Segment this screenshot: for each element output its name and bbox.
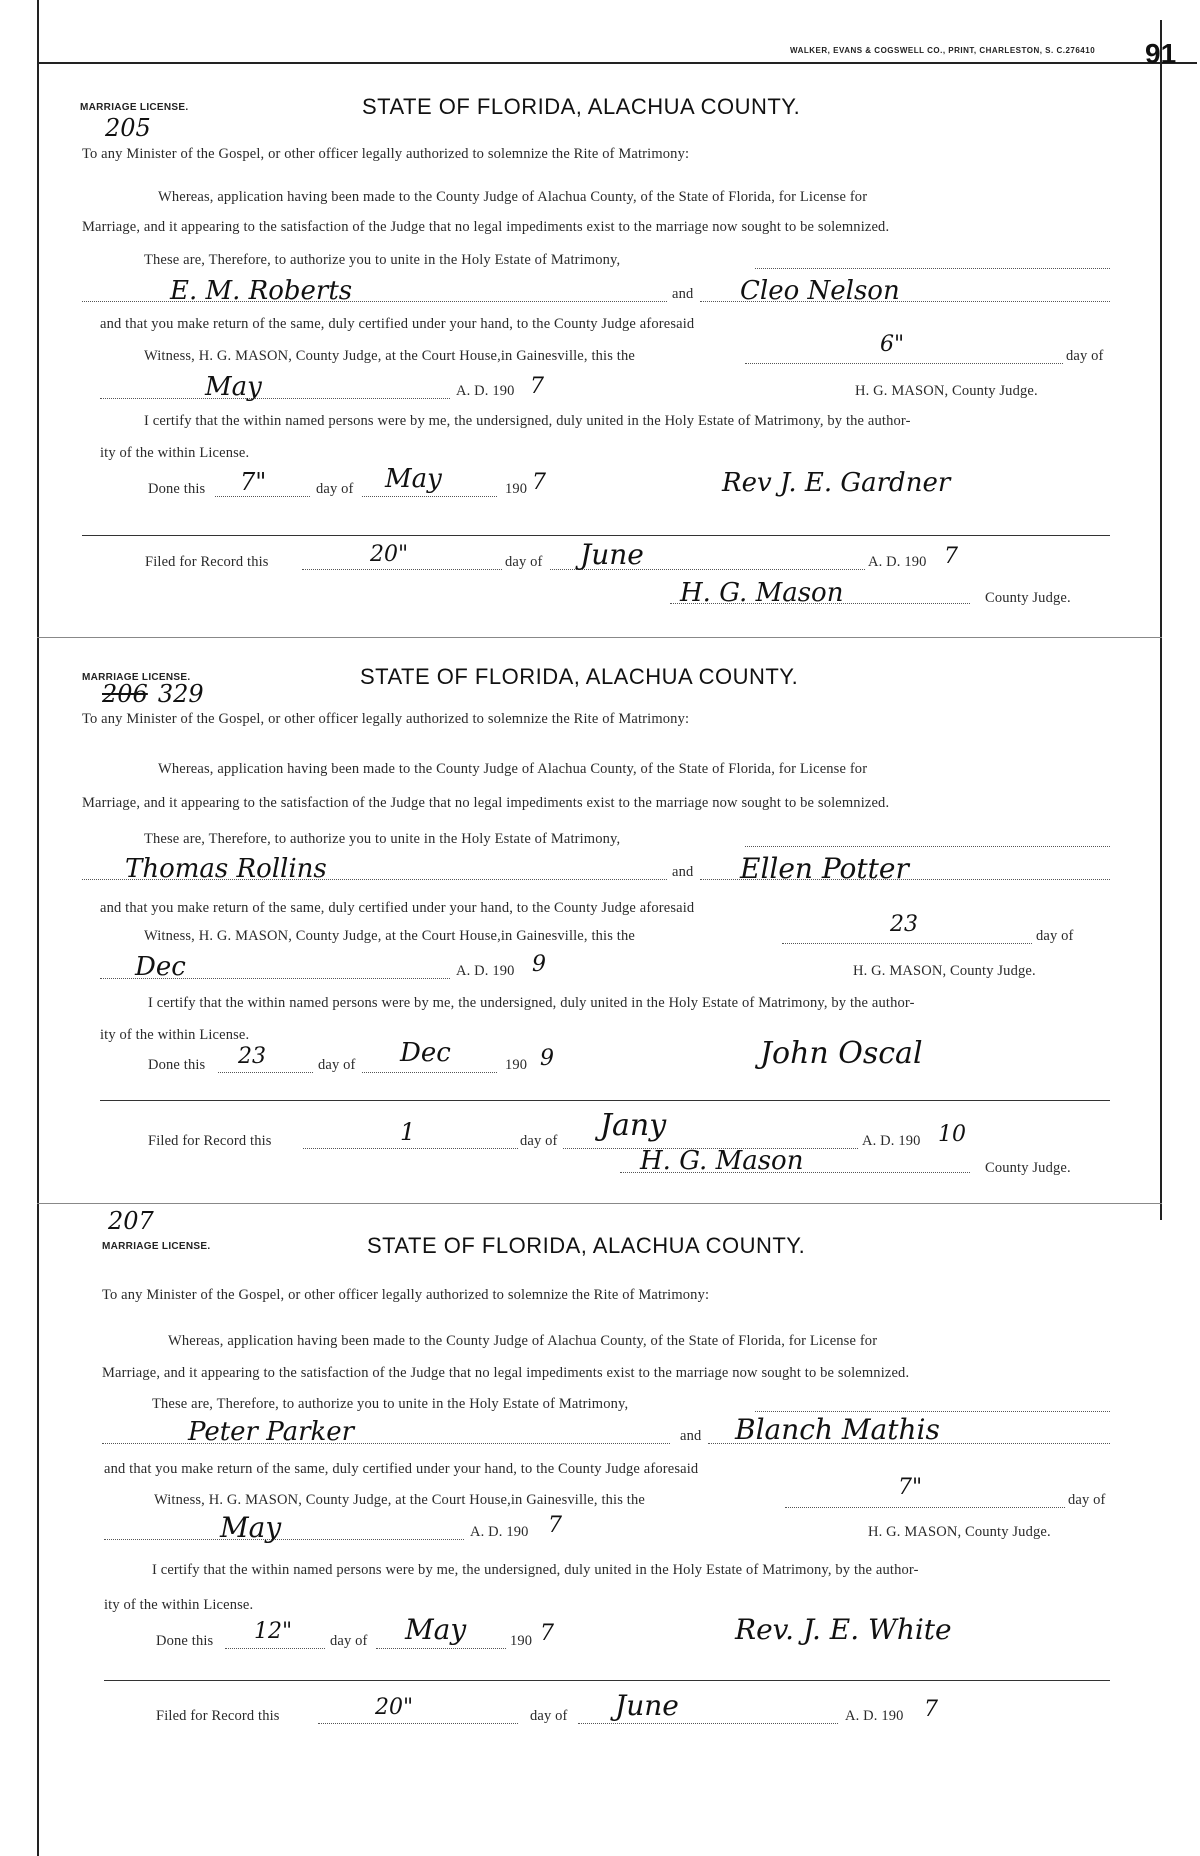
done-day: 12" — [254, 1619, 293, 1644]
done-this-label: Done this — [148, 1057, 206, 1073]
license-number: 205 — [105, 114, 151, 142]
filed-day-of: day of — [530, 1708, 568, 1724]
bride-name: Blanch Mathis — [735, 1413, 940, 1446]
done-year-prefix: 190 — [505, 1057, 528, 1073]
done-this-label: Done this — [148, 481, 206, 497]
done-day-of: day of — [316, 481, 354, 497]
filed-year: 10 — [938, 1122, 966, 1147]
county-judge-label: County Judge. — [985, 590, 1071, 606]
witness-month: Dec — [135, 952, 186, 982]
state-title: STATE OF FLORIDA, ALACHUA COUNTY. — [367, 1233, 806, 1258]
filed-label: Filed for Record this — [145, 554, 269, 570]
whereas-line-1: Whereas, application having been made to the County Judge of Alachua County, of the State of Florida, for License for — [158, 189, 868, 205]
county-judge-signature-line: H. G. MASON, County Judge. — [855, 383, 1038, 399]
return-line: and that you make return of the same, duly certified under your hand, to the County Judge aforesaid — [104, 1461, 699, 1477]
certify-line-2: ity of the within License. — [100, 1027, 250, 1043]
salutation: To any Minister of the Gospel, or other officer legally authorized to solemnize the Rite of Matrimony: — [102, 1287, 710, 1303]
county-judge-signature-line: H. G. MASON, County Judge. — [853, 963, 1036, 979]
done-day-of: day of — [318, 1057, 356, 1073]
county-judge-signature-line: H. G. MASON, County Judge. — [868, 1524, 1051, 1540]
day-of: day of — [1066, 348, 1104, 364]
marriage-license-label: MARRIAGE LICENSE. — [80, 102, 189, 113]
certify-line-1: I certify that the within named persons were by me, the undersigned, duly united in the Holy Estate of Matrimony, by the author- — [152, 1562, 919, 1578]
certify-line-2: ity of the within License. — [104, 1597, 254, 1613]
filed-day: 1 — [400, 1118, 416, 1146]
filed-day: 20" — [375, 1695, 414, 1720]
whereas-line-1: Whereas, application having been made to the County Judge of Alachua County, of the State of Florida, for License for — [168, 1333, 878, 1349]
bride-name: Cleo Nelson — [740, 276, 900, 306]
marriage-license-label: MARRIAGE LICENSE. — [82, 672, 191, 683]
marriage-license-label: MARRIAGE LICENSE. — [102, 1241, 211, 1252]
struck-license-number: 206 — [102, 680, 148, 708]
witness-day: 7" — [898, 1475, 923, 1500]
whereas-line-2: Marriage, and it appearing to the satisfaction of the Judge that no legal impediments exist to the marriage now sought to be solemnized. — [102, 1365, 910, 1381]
groom-name: Thomas Rollins — [125, 854, 327, 884]
and-word: and — [672, 864, 694, 880]
top-header-rule — [37, 62, 1197, 64]
witness-year: 7 — [530, 374, 544, 399]
record-divider-2 — [37, 1203, 1162, 1204]
day-of: day of — [1036, 928, 1074, 944]
filed-ad-label: A. D. 190 — [862, 1133, 921, 1149]
done-month: May — [385, 464, 442, 494]
filed-label: Filed for Record this — [148, 1133, 272, 1149]
witness-day: 23 — [890, 912, 918, 937]
return-line: and that you make return of the same, duly certified under your hand, to the County Judge aforesaid — [100, 900, 695, 916]
license-number: 206 329 — [102, 680, 204, 708]
witness-line: Witness, H. G. MASON, County Judge, at the Court House,in Gainesville, this the — [144, 928, 635, 944]
day-of: day of — [1068, 1492, 1106, 1508]
witness-month: May — [220, 1511, 282, 1544]
witness-year: 9 — [532, 952, 546, 977]
clerk-signature: H. G. Mason — [640, 1146, 804, 1176]
page-number: 91 — [1145, 38, 1177, 69]
done-day: 23 — [238, 1044, 266, 1069]
done-day-of: day of — [330, 1633, 368, 1649]
filed-month: June — [615, 1689, 679, 1722]
state-title: STATE OF FLORIDA, ALACHUA COUNTY. — [360, 664, 799, 689]
county-judge-label: County Judge. — [985, 1160, 1071, 1176]
witness-day: 6" — [880, 332, 905, 357]
right-margin-rule — [1160, 20, 1162, 1220]
therefore-line: These are, Therefore, to authorize you to unite in the Holy Estate of Matrimony, — [152, 1396, 629, 1412]
filed-label: Filed for Record this — [156, 1708, 280, 1724]
filed-year: 7 — [944, 544, 958, 569]
state-title: STATE OF FLORIDA, ALACHUA COUNTY. — [362, 94, 801, 119]
clerk-signature: H. G. Mason — [680, 578, 844, 608]
salutation: To any Minister of the Gospel, or other officer legally authorized to solemnize the Rite of Matrimony: — [82, 711, 690, 727]
left-margin-rule — [37, 0, 39, 1856]
certify-line-2: ity of the within License. — [100, 445, 250, 461]
bride-name: Ellen Potter — [740, 852, 909, 885]
officiant-signature: John Oscal — [760, 1036, 923, 1071]
filed-year: 7 — [924, 1697, 938, 1722]
filed-ad-label: A. D. 190 — [868, 554, 927, 570]
printer-imprint: WALKER, EVANS & COGSWELL CO., PRINT, CHARLESTON, S. C.276410 — [790, 46, 1096, 55]
done-year-prefix: 190 — [510, 1633, 533, 1649]
whereas-line-1: Whereas, application having been made to the County Judge of Alachua County, of the State of Florida, for License for — [158, 761, 868, 777]
officiant-signature: Rev. J. E. White — [735, 1613, 952, 1646]
filed-month: June — [580, 538, 644, 571]
return-line: and that you make return of the same, duly certified under your hand, to the County Judge aforesaid — [100, 316, 695, 332]
license-number: 207 — [108, 1207, 154, 1235]
filed-day-of: day of — [505, 554, 543, 570]
witness-line: Witness, H. G. MASON, County Judge, at the Court House,in Gainesville, this the — [144, 348, 635, 364]
ad-label: A. D. 190 — [456, 383, 515, 399]
done-month: May — [405, 1613, 467, 1646]
ad-label: A. D. 190 — [456, 963, 515, 979]
salutation: To any Minister of the Gospel, or other officer legally authorized to solemnize the Rite of Matrimony: — [82, 146, 690, 162]
witness-month: May — [205, 372, 262, 402]
witness-line: Witness, H. G. MASON, County Judge, at the Court House,in Gainesville, this the — [154, 1492, 645, 1508]
filed-day: 20" — [370, 542, 409, 567]
groom-name: E. M. Roberts — [170, 276, 353, 306]
whereas-line-2: Marriage, and it appearing to the satisfaction of the Judge that no legal impediments exist to the marriage now sought to be solemnized. — [82, 795, 890, 811]
done-day: 7" — [240, 468, 267, 496]
record-divider-1 — [37, 637, 1162, 638]
therefore-line: These are, Therefore, to authorize you to unite in the Holy Estate of Matrimony, — [144, 831, 621, 847]
certify-line-1: I certify that the within named persons were by me, the undersigned, duly united in the Holy Estate of Matrimony, by the author- — [148, 995, 915, 1011]
filed-ad-label: A. D. 190 — [845, 1708, 904, 1724]
done-this-label: Done this — [156, 1633, 214, 1649]
done-year: 7 — [540, 1621, 554, 1646]
certify-line-1: I certify that the within named persons were by me, the undersigned, duly united in the Holy Estate of Matrimony, by the author- — [144, 413, 911, 429]
ad-label: A. D. 190 — [470, 1524, 529, 1540]
done-month: Dec — [400, 1038, 451, 1068]
filed-month: Jany — [600, 1108, 667, 1143]
therefore-line: These are, Therefore, to authorize you to unite in the Holy Estate of Matrimony, — [144, 252, 621, 268]
and-word: and — [680, 1428, 702, 1444]
done-year: 9 — [540, 1046, 554, 1071]
whereas-line-2: Marriage, and it appearing to the satisfaction of the Judge that no legal impediments exist to the marriage now sought to be solemnized. — [82, 219, 890, 235]
and-word: and — [672, 286, 694, 302]
done-year: 7 — [532, 470, 546, 495]
done-year-prefix: 190 — [505, 481, 528, 497]
groom-name: Peter Parker — [188, 1417, 355, 1447]
officiant-signature: Rev J. E. Gardner — [722, 468, 951, 498]
witness-year: 7 — [548, 1513, 562, 1538]
filed-day-of: day of — [520, 1133, 558, 1149]
